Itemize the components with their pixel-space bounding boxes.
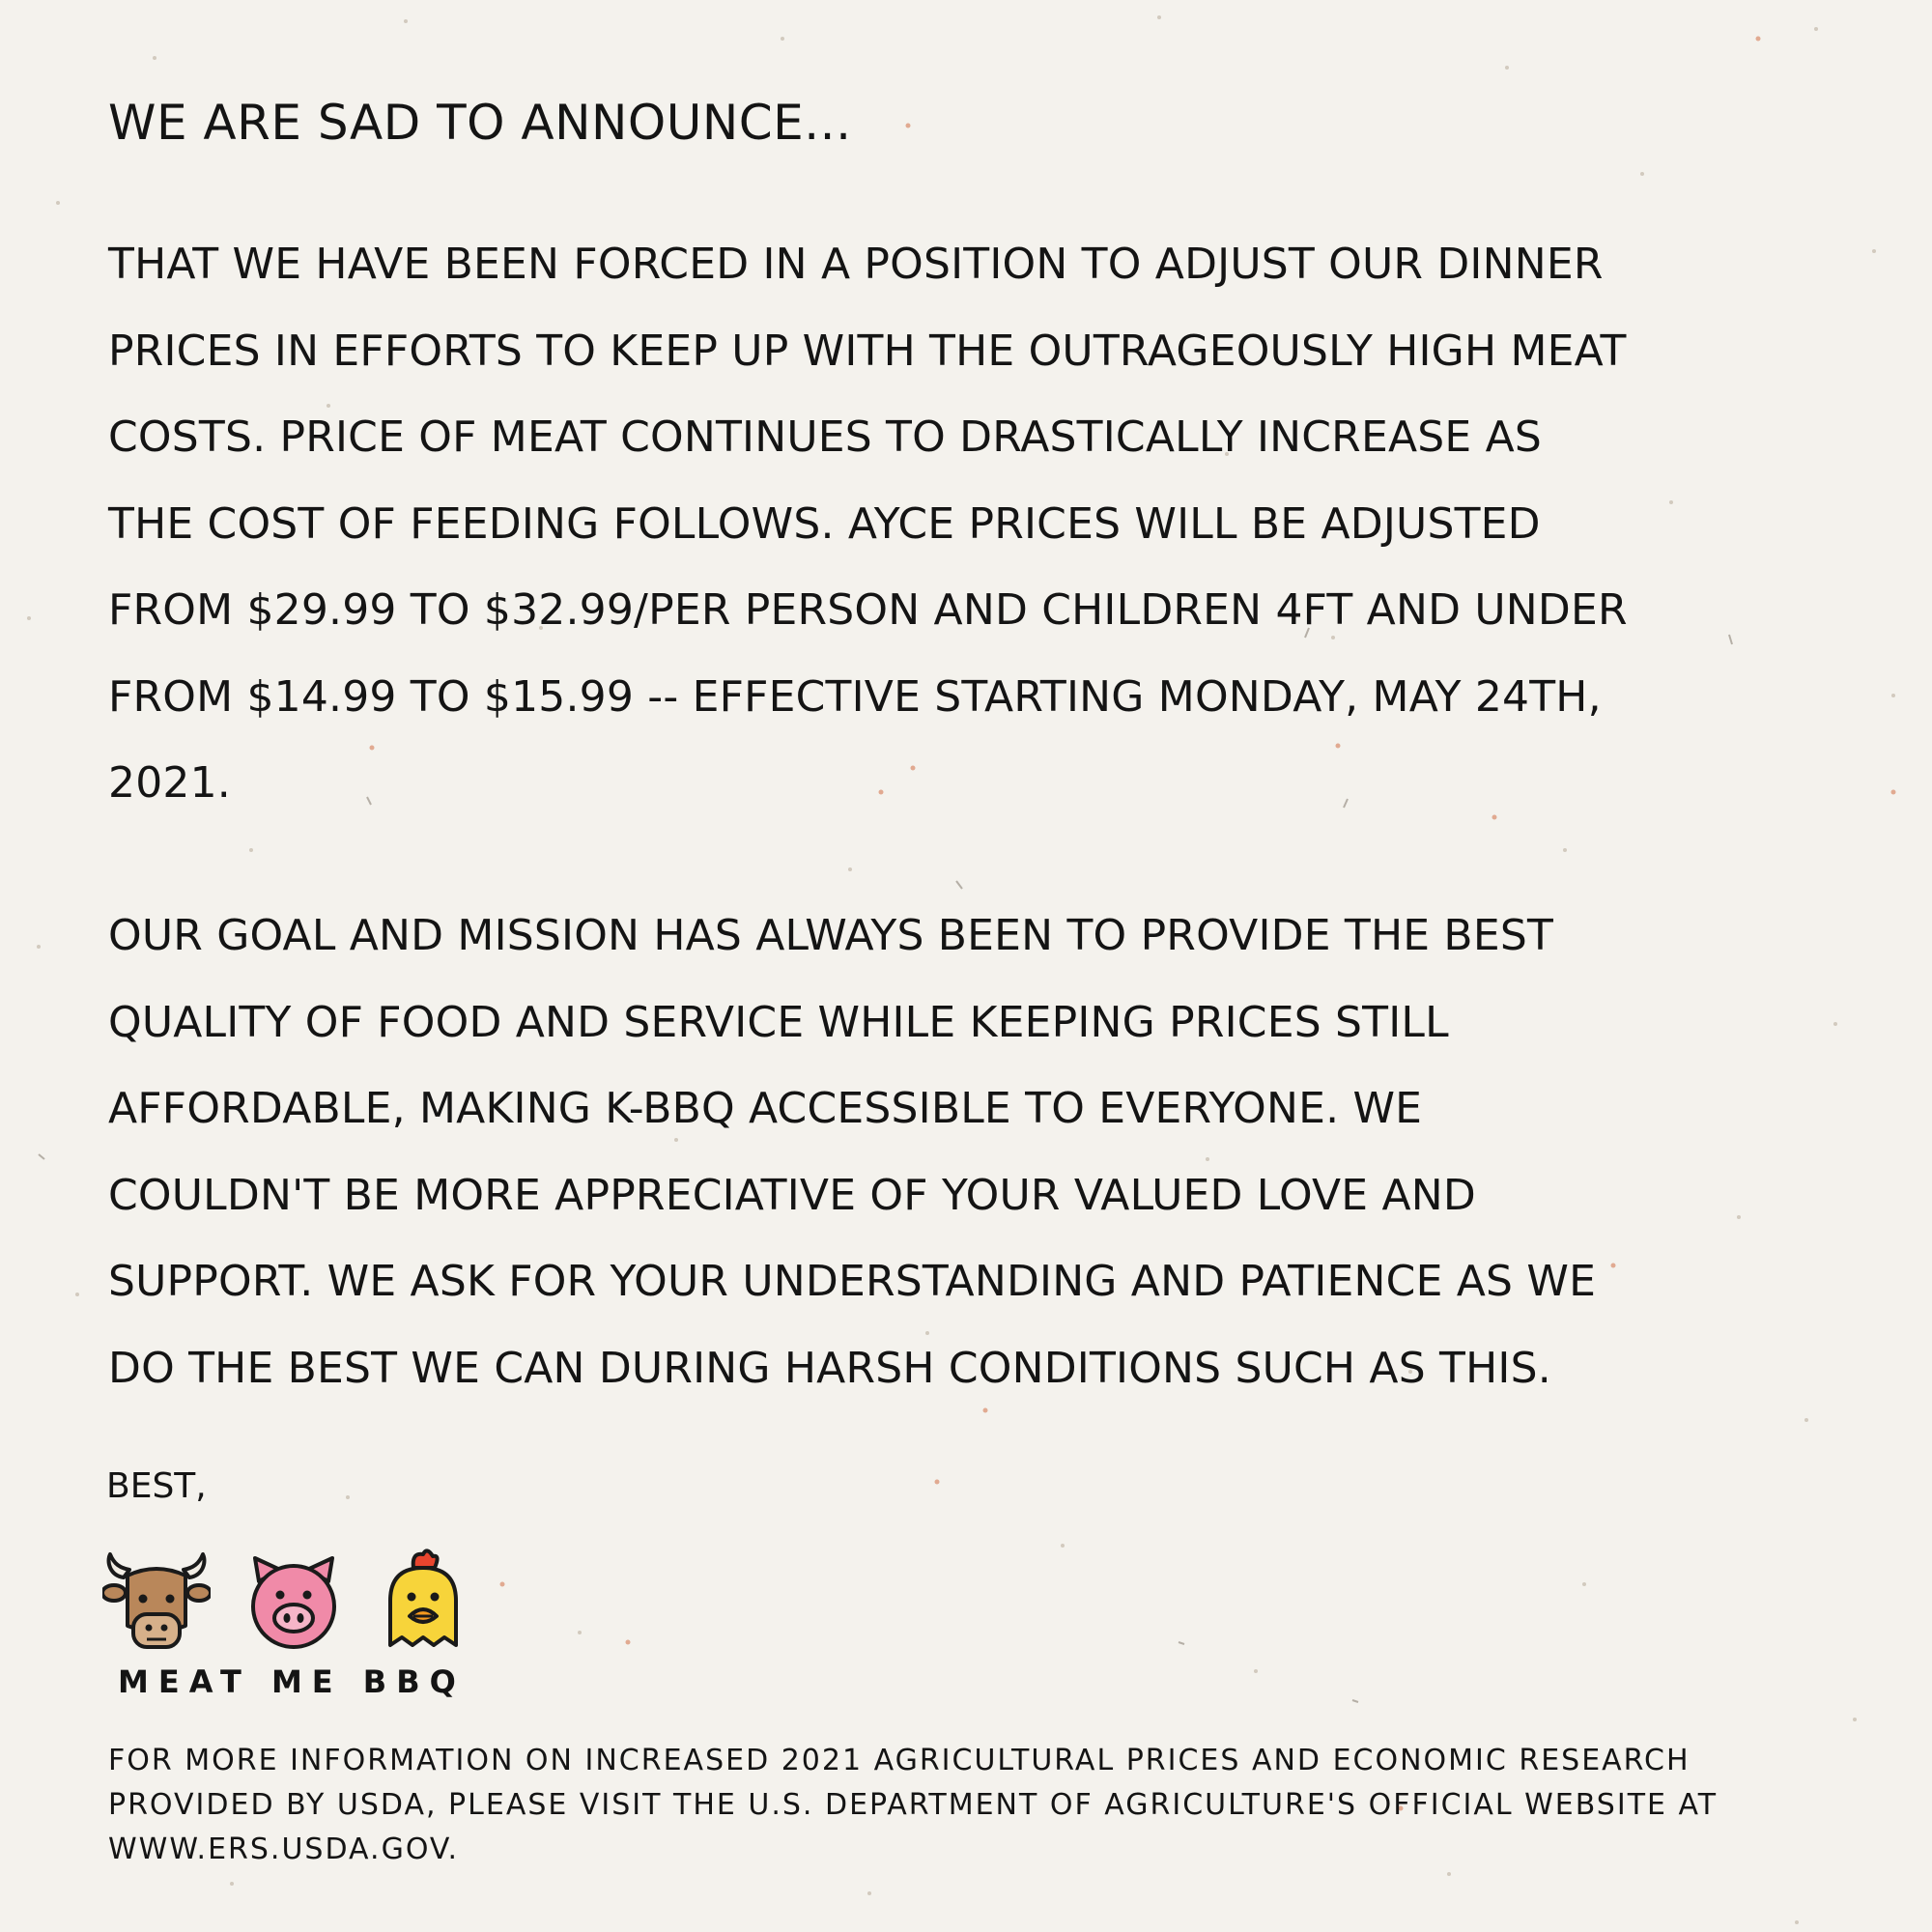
usda-footnote	[108, 1739, 1905, 1872]
paragraph-line: FROM $14.99 TO $15.99 -- EFFECTIVE STARTING MONDAY, MAY 24TH,	[108, 671, 1602, 722]
cow-icon	[102, 1548, 211, 1655]
paragraph-line: AFFORDABLE, MAKING K-BBQ ACCESSIBLE TO EVERYONE. WE	[108, 1084, 1423, 1133]
paragraph-line: PRICES IN EFFORTS TO KEEP UP WITH THE OUTRAGEOUSLY HIGH MEAT	[108, 326, 1627, 376]
chicken-icon	[384, 1548, 462, 1655]
paragraph-line: COSTS. PRICE OF MEAT CONTINUES TO DRASTICALLY INCREASE AS	[108, 412, 1543, 462]
paragraph-line: DO THE BEST WE CAN DURING HARSH CONDITIONS SUCH AS THIS.	[108, 1343, 1551, 1393]
paragraph-line: COULDN'T BE MORE APPRECIATIVE OF YOUR VALUED LOVE AND	[108, 1170, 1476, 1220]
footnote-line: PROVIDED BY USDA, PLEASE VISIT THE U.S. DEPARTMENT OF AGRICULTURE'S OFFICIAL WEBSITE AT	[108, 1788, 1719, 1822]
brand-name: MEAT ME BBQ	[118, 1663, 466, 1700]
signoff: BEST,	[106, 1466, 207, 1506]
brand-logo	[102, 1548, 469, 1655]
footnote-line: FOR MORE INFORMATION ON INCREASED 2021 AGRICULTURAL PRICES AND ECONOMIC RESEARCH	[108, 1744, 1690, 1777]
notice-heading: WE ARE SAD TO ANNOUNCE...	[108, 95, 852, 151]
paragraph-line: FROM $29.99 TO $32.99/PER PERSON AND CHILDREN 4FT AND UNDER	[108, 585, 1628, 635]
footnote-line: WWW.ERS.USDA.GOV.	[108, 1833, 460, 1866]
price-adjustment-paragraph	[108, 221, 1837, 827]
pig-icon	[245, 1548, 342, 1655]
paragraph-line: THE COST OF FEEDING FOLLOWS. AYCE PRICES WILL BE ADJUSTED	[108, 498, 1541, 549]
paragraph-line: 2021.	[108, 758, 231, 808]
paragraph-line: QUALITY OF FOOD AND SERVICE WHILE KEEPING PRICES STILL	[108, 997, 1449, 1047]
paragraph-line: OUR GOAL AND MISSION HAS ALWAYS BEEN TO PROVIDE THE BEST	[108, 911, 1554, 960]
paragraph-line: THAT WE HAVE BEEN FORCED IN A POSITION TO ADJUST OUR DINNER	[108, 240, 1604, 289]
mission-paragraph	[108, 893, 1837, 1411]
paragraph-line: SUPPORT. WE ASK FOR YOUR UNDERSTANDING AND PATIENCE AS WE	[108, 1257, 1597, 1306]
